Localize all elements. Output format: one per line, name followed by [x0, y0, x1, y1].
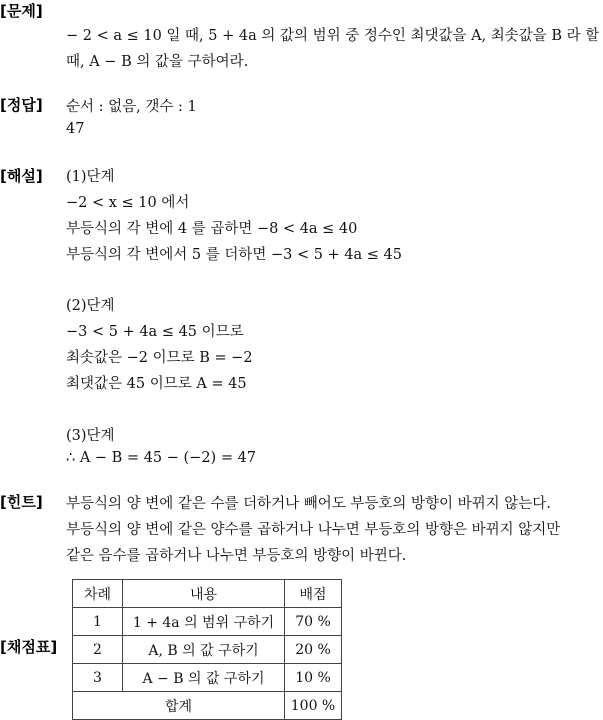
hint-label: [힌트] — [0, 493, 43, 511]
step1-line: 부등식의 각 변에 4 를 곱하면 −8 < 4a ≤ 40 — [66, 221, 358, 237]
header-cell-content: 내용 — [123, 580, 285, 608]
hint-line: 같은 음수를 곱하거나 나누면 부등호의 방향이 바뀐다. — [66, 548, 407, 564]
step3-title: (3)단계 — [66, 428, 115, 444]
problem-line-2: 때, A − B 의 값을 구하여라. — [66, 54, 249, 70]
problem-label: [문제] — [0, 2, 43, 20]
table-row — [73, 664, 342, 692]
cell-points: 10 % — [285, 664, 342, 692]
cell-order: 1 — [73, 608, 123, 636]
total-value: 100 % — [285, 692, 342, 720]
hint-line: 부등식의 양 변에 같은 수를 더하거나 빼어도 부등호의 방향이 바뀌지 않는다. — [66, 496, 551, 512]
rubric-label: [채점표] — [0, 638, 58, 656]
rubric-table — [72, 579, 342, 720]
step1-line: 부등식의 각 변에서 5 를 더하면 −3 < 5 + 4a ≤ 45 — [66, 247, 402, 263]
cell-points: 70 % — [285, 608, 342, 636]
step2-line: −3 < 5 + 4a ≤ 45 이므로 — [66, 324, 244, 340]
answer-line-2: 47 — [66, 121, 85, 137]
step1-title: (1)단계 — [66, 169, 115, 185]
table-header-row — [73, 580, 342, 608]
step1-line: −2 < x ≤ 10 에서 — [66, 195, 190, 211]
step3-line: ∴ A − B = 45 − (−2) = 47 — [66, 450, 257, 466]
header-cell-points: 배점 — [285, 580, 342, 608]
table-row — [73, 608, 342, 636]
hint-line: 부등식의 양 변에 같은 양수를 곱하거나 나누면 부등호의 방향은 바뀌지 않지만 — [66, 522, 561, 538]
cell-content: A, B 의 값 구하기 — [123, 636, 285, 664]
step2-line: 최댓값은 45 이므로 A = 45 — [66, 376, 247, 392]
table-total-row — [73, 692, 342, 720]
cell-content: 1 + 4a 의 범위 구하기 — [123, 608, 285, 636]
cell-points: 20 % — [285, 636, 342, 664]
total-label: 합계 — [73, 692, 285, 720]
step2-line: 최솟값은 −2 이므로 B = −2 — [66, 350, 253, 366]
table-row — [73, 636, 342, 664]
cell-content: A − B 의 값 구하기 — [123, 664, 285, 692]
solution-label: [해설] — [0, 167, 43, 185]
cell-order: 3 — [73, 664, 123, 692]
cell-order: 2 — [73, 636, 123, 664]
answer-line-1: 순서 : 없음, 갯수 : 1 — [66, 99, 197, 115]
problem-line-1: − 2 < a ≤ 10 일 때, 5 + 4a 의 값의 범위 중 정수인 최댓값을 A, 최솟값을 B 라 할 — [66, 28, 600, 44]
header-cell-order: 차례 — [73, 580, 123, 608]
step2-title: (2)단계 — [66, 298, 115, 314]
answer-label: [정답] — [0, 96, 43, 114]
